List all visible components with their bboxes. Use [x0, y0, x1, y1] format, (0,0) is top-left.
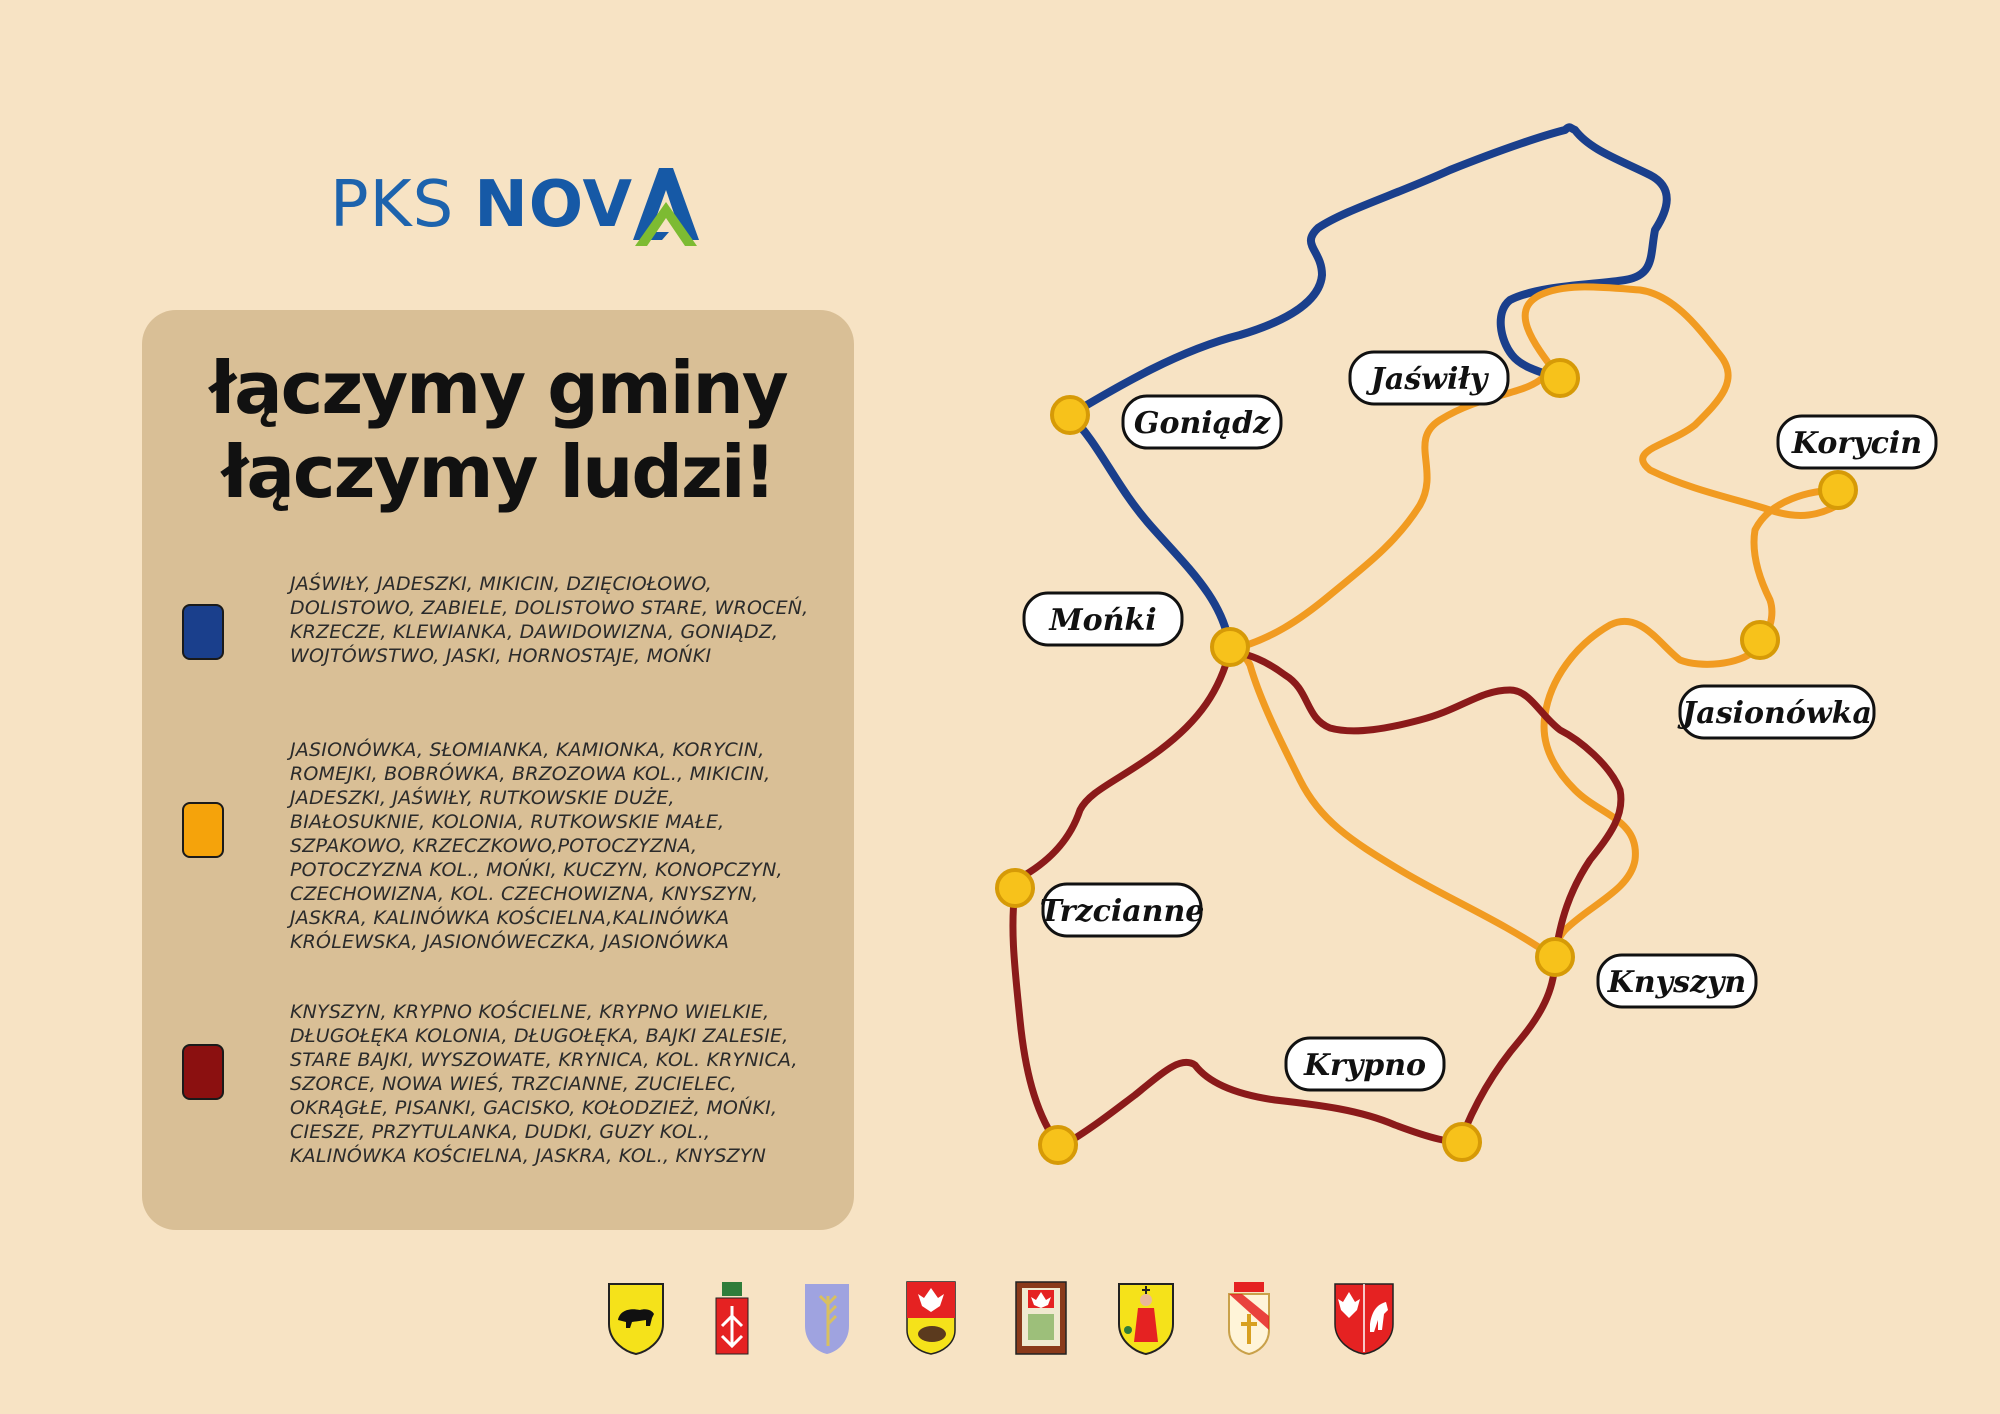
red-route-stops: KNYSZYN, KRYPNO KOŚCIELNE, KRYPNO WIELKIE, DŁUGOŁĘKA KOLONIA, DŁUGOŁĘKA, BAJKI ZALESIE, STARE BAJKI, WYSZOWATE, KRYNICA, KOL. KRYNICA, SZORCE, NOWA WIEŚ, TRZCIANNE, ZUCIELEC, OKRĄGŁE, PISANKI, GACISKO, KOŁODZIEŻ, MOŃKI, CIESZE, PRZYTULANKA, DUDKI, GUZY KOL., KALINÓWKA KOŚCIELNA, JASKRA, KOL., KNYSZYN — [290, 1001, 798, 1167]
cross-crest-icon — [1226, 1280, 1272, 1356]
label-jasionowka — [1677, 686, 1874, 738]
label-krypno — [1286, 1038, 1444, 1090]
municipality-crests — [600, 1280, 1400, 1360]
label-krypno-text: Krypno — [1303, 1048, 1427, 1083]
tower-crest-icon — [710, 1280, 754, 1356]
label-korycin-text: Korycin — [1791, 426, 1923, 461]
logo-text-pks: PKS — [330, 168, 455, 242]
stop-korycin[interactable] — [1820, 472, 1856, 508]
label-goniadz-text: Goniądz — [1133, 406, 1271, 441]
label-trzcianne — [1040, 884, 1205, 936]
label-korycin — [1778, 416, 1936, 468]
slogan-line-1: łączymy gminy — [209, 346, 787, 430]
slogan-line-2: łączymy ludzi! — [221, 430, 775, 514]
stop-knyszyn[interactable] — [1537, 939, 1573, 975]
saint-crest-icon — [1116, 1280, 1176, 1356]
label-trzcianne-text: Trzcianne — [1039, 894, 1205, 929]
label-jasionowka-text: Jasionówka — [1682, 696, 1872, 731]
stop-trzcianne[interactable] — [997, 870, 1033, 906]
label-knyszyn-text: Knyszyn — [1607, 965, 1747, 1000]
label-jaswily-text: Jaświły — [1370, 362, 1488, 397]
stop-jasionowka[interactable] — [1742, 622, 1778, 658]
eagle-horse-crest-icon — [1332, 1280, 1396, 1356]
label-jaswily — [1350, 352, 1508, 404]
wheat-crest-icon — [802, 1280, 852, 1356]
bear-crest-icon — [606, 1280, 666, 1356]
label-goniadz — [1123, 396, 1281, 448]
stop-jaswily[interactable] — [1542, 360, 1578, 396]
stop-bottom-left[interactable] — [1040, 1127, 1076, 1163]
label-knyszyn — [1598, 955, 1756, 1007]
framed-crest-icon — [1014, 1280, 1068, 1356]
stop-krypno[interactable] — [1444, 1124, 1480, 1160]
logo-text-nov: NOV — [474, 168, 633, 242]
stop-monki[interactable] — [1212, 629, 1248, 665]
stop-goniadz[interactable] — [1052, 397, 1088, 433]
blue-route-stops: JAŚWIŁY, JADESZKI, MIKICIN, DZIĘCIOŁOWO, DOLISTOWO, ZABIELE, DOLISTOWO STARE, WROCEŃ, KRZECZE, KLEWIANKA, DAWIDOWIZNA, GONIĄDZ, WOJTÓWSTWO, JASKI, HORNOSTAJE, MOŃKI — [290, 573, 809, 667]
label-monki — [1024, 593, 1182, 645]
label-monki-text: Mońki — [1049, 603, 1157, 638]
orange-route-stops: JASIONÓWKA, SŁOMIANKA, KAMIONKA, KORYCIN, ROMEJKI, BOBRÓWKA, BRZOZOWA KOL., MIKICIN, JADESZKI, JAŚWIŁY, RUTKOWSKIE DUŻE, BIAŁOSUKNIE, KOLONIA, RUTKOWSKIE MAŁE, SZPAKOWO, KRZECZKOWO,POTOCZYZNA, POTOCZYZNA KOL., MOŃKI, KUCZYN, KONOPCZYN, CZECHOWIZNA, KOL. CZECHOWIZNA, KNYSZYN, JASKRA, KALINÓWKA KOŚCIELNA,KALINÓWKA KRÓLEWSKA, JASIONÓWECZKA, JASIONÓWKA — [290, 739, 783, 953]
eagle-bison-crest-icon — [904, 1280, 958, 1356]
